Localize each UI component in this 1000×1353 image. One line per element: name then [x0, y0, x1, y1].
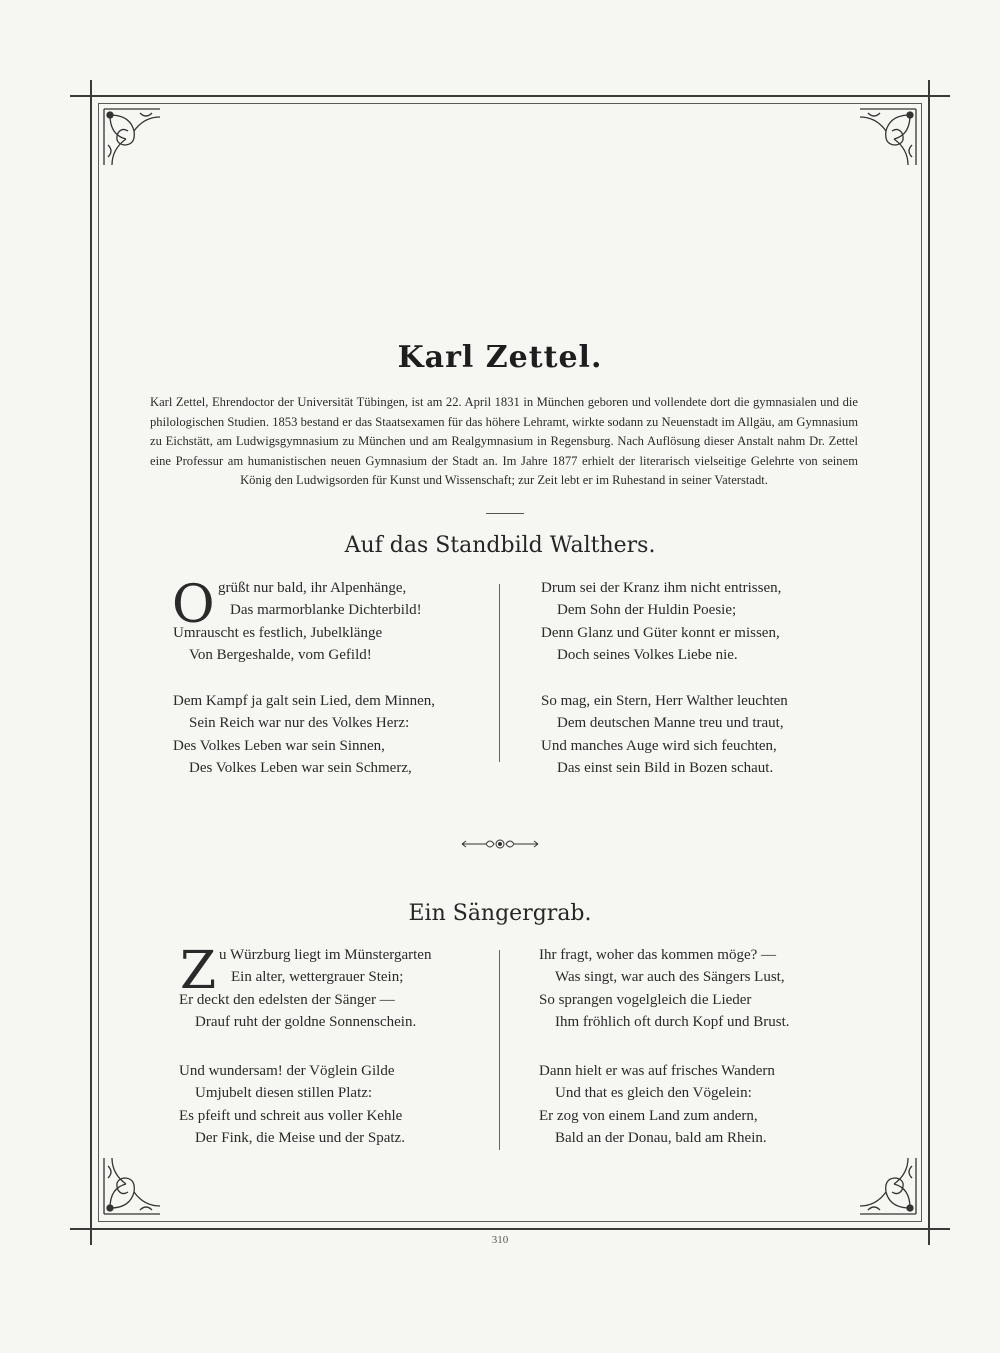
- stanza: [179, 989, 416, 1034]
- stanza: [173, 690, 435, 780]
- verse-line: u Würzburg liegt im Münstergarten: [219, 947, 432, 963]
- verse-line: Ein alter, wettergrauer Stein;: [231, 969, 404, 986]
- verse-line: Das einst sein Bild in Bozen schaut.: [557, 760, 774, 777]
- column-divider: [499, 950, 500, 1150]
- stanza: [179, 1060, 405, 1150]
- poem-title: Ein Sängergrab.: [408, 901, 592, 926]
- poem-title: Auf das Standbild Walthers.: [344, 533, 656, 558]
- verse-line: Der Fink, die Meise und der Spatz.: [195, 1130, 405, 1147]
- page-number: 310: [491, 1234, 509, 1246]
- verse-line: Dem deutschen Manne treu und traut,: [557, 715, 784, 732]
- corner-flourish-icon: [850, 105, 920, 175]
- drop-cap: O: [172, 575, 215, 635]
- stanza: [219, 944, 431, 989]
- stanza: [541, 577, 781, 667]
- page-title: Karl Zettel.: [397, 340, 603, 375]
- section-divider: [486, 513, 524, 514]
- stanza: [541, 690, 788, 780]
- frame-extension-bottom: [70, 1228, 950, 1230]
- column-divider: [499, 584, 500, 762]
- stanza: [173, 622, 382, 667]
- corner-flourish-icon: [100, 105, 170, 175]
- verse-line: Sein Reich war nur des Volkes Herz:: [189, 715, 410, 732]
- verse-line: Ihm fröhlich oft durch Kopf und Brust.: [555, 1014, 790, 1031]
- frame-extension-right: [928, 80, 930, 1245]
- biography-paragraph: Karl Zettel, Ehrendoctor der Universität Tübingen, ist am 22. April 1831 in München geboren und vollendete dort die gymnasialen und die philologischen Studien. 1853 bestand er das Staatsexamen für das höhere Lehramt, wirkte sodann zu Neuenstadt im Allgäu, am Gymnasium zu Eichstätt, am Ludwigsgymnasium zu München und am Realgymnasium in Regensburg. Nach Auflösung dieser Anstalt nahm Dr. Zettel eine Professur am humanistischen neuen Gymnasium der Stadt an. Im Jahre 1877 erhielt der literarisch vielseitige Gelehrte von seinem König den Ludwigsorden für Kunst und Wissenschaft; zur Zeit lebt er im Ruhestand in seiner Vaterstadt.: [150, 395, 858, 487]
- verse-line: Des Volkes Leben war sein Schmerz,: [189, 760, 412, 777]
- corner-flourish-icon: [850, 1148, 920, 1218]
- stanza: [539, 944, 790, 1034]
- verse-line: Drauf ruht der goldne Sonnenschein.: [195, 1014, 417, 1031]
- verse-line: Er deckt den edelsten der Sänger —: [179, 992, 395, 1008]
- verse-line: Bald an der Donau, bald am Rhein.: [555, 1130, 767, 1147]
- verse-line: Dem Sohn der Huldin Poesie;: [557, 602, 737, 619]
- verse-line: Was singt, war auch des Sängers Lust,: [555, 969, 785, 986]
- verse-line: Er zog von einem Land zum andern,: [539, 1107, 758, 1124]
- vine-ornament-icon: [460, 836, 540, 852]
- stanza: [539, 1060, 775, 1150]
- verse-line: Drum sei der Kranz ihm nicht entrissen,: [541, 580, 782, 596]
- drop-cap: Z: [180, 941, 217, 1001]
- verse-line: Dem Kampf ja galt sein Lied, dem Minnen,: [173, 693, 436, 709]
- verse-line: Das marmorblanke Dichterbild!: [230, 602, 422, 619]
- verse-line: Und wundersam! der Vöglein Gilde: [179, 1063, 395, 1079]
- verse-line: So mag, ein Stern, Herr Walther leuchten: [541, 693, 788, 709]
- stanza: [218, 577, 422, 622]
- frame-extension-left: [90, 80, 92, 1245]
- verse-line: Dann hielt er was auf frisches Wandern: [539, 1063, 775, 1079]
- verse-line: Des Volkes Leben war sein Sinnen,: [173, 737, 385, 754]
- verse-line: Doch seines Volkes Liebe nie.: [557, 647, 738, 664]
- verse-line: Es pfeift und schreit aus voller Kehle: [179, 1107, 403, 1124]
- verse-line: So sprangen vogelgleich die Lieder: [539, 991, 752, 1008]
- verse-line: Und manches Auge wird sich feuchten,: [541, 737, 777, 754]
- verse-line: Ihr fragt, woher das kommen möge? —: [539, 947, 777, 963]
- verse-line: Von Bergeshalde, vom Gefild!: [189, 647, 372, 664]
- verse-line: Umrauscht es festlich, Jubelklänge: [173, 625, 383, 641]
- verse-line: grüßt nur bald, ihr Alpenhänge,: [218, 580, 407, 596]
- corner-flourish-icon: [100, 1148, 170, 1218]
- verse-line: Und that es gleich den Vögelein:: [555, 1085, 752, 1102]
- verse-line: Denn Glanz und Güter konnt er missen,: [541, 624, 780, 641]
- verse-line: Umjubelt diesen stillen Platz:: [195, 1085, 373, 1102]
- frame-extension-top: [70, 95, 950, 97]
